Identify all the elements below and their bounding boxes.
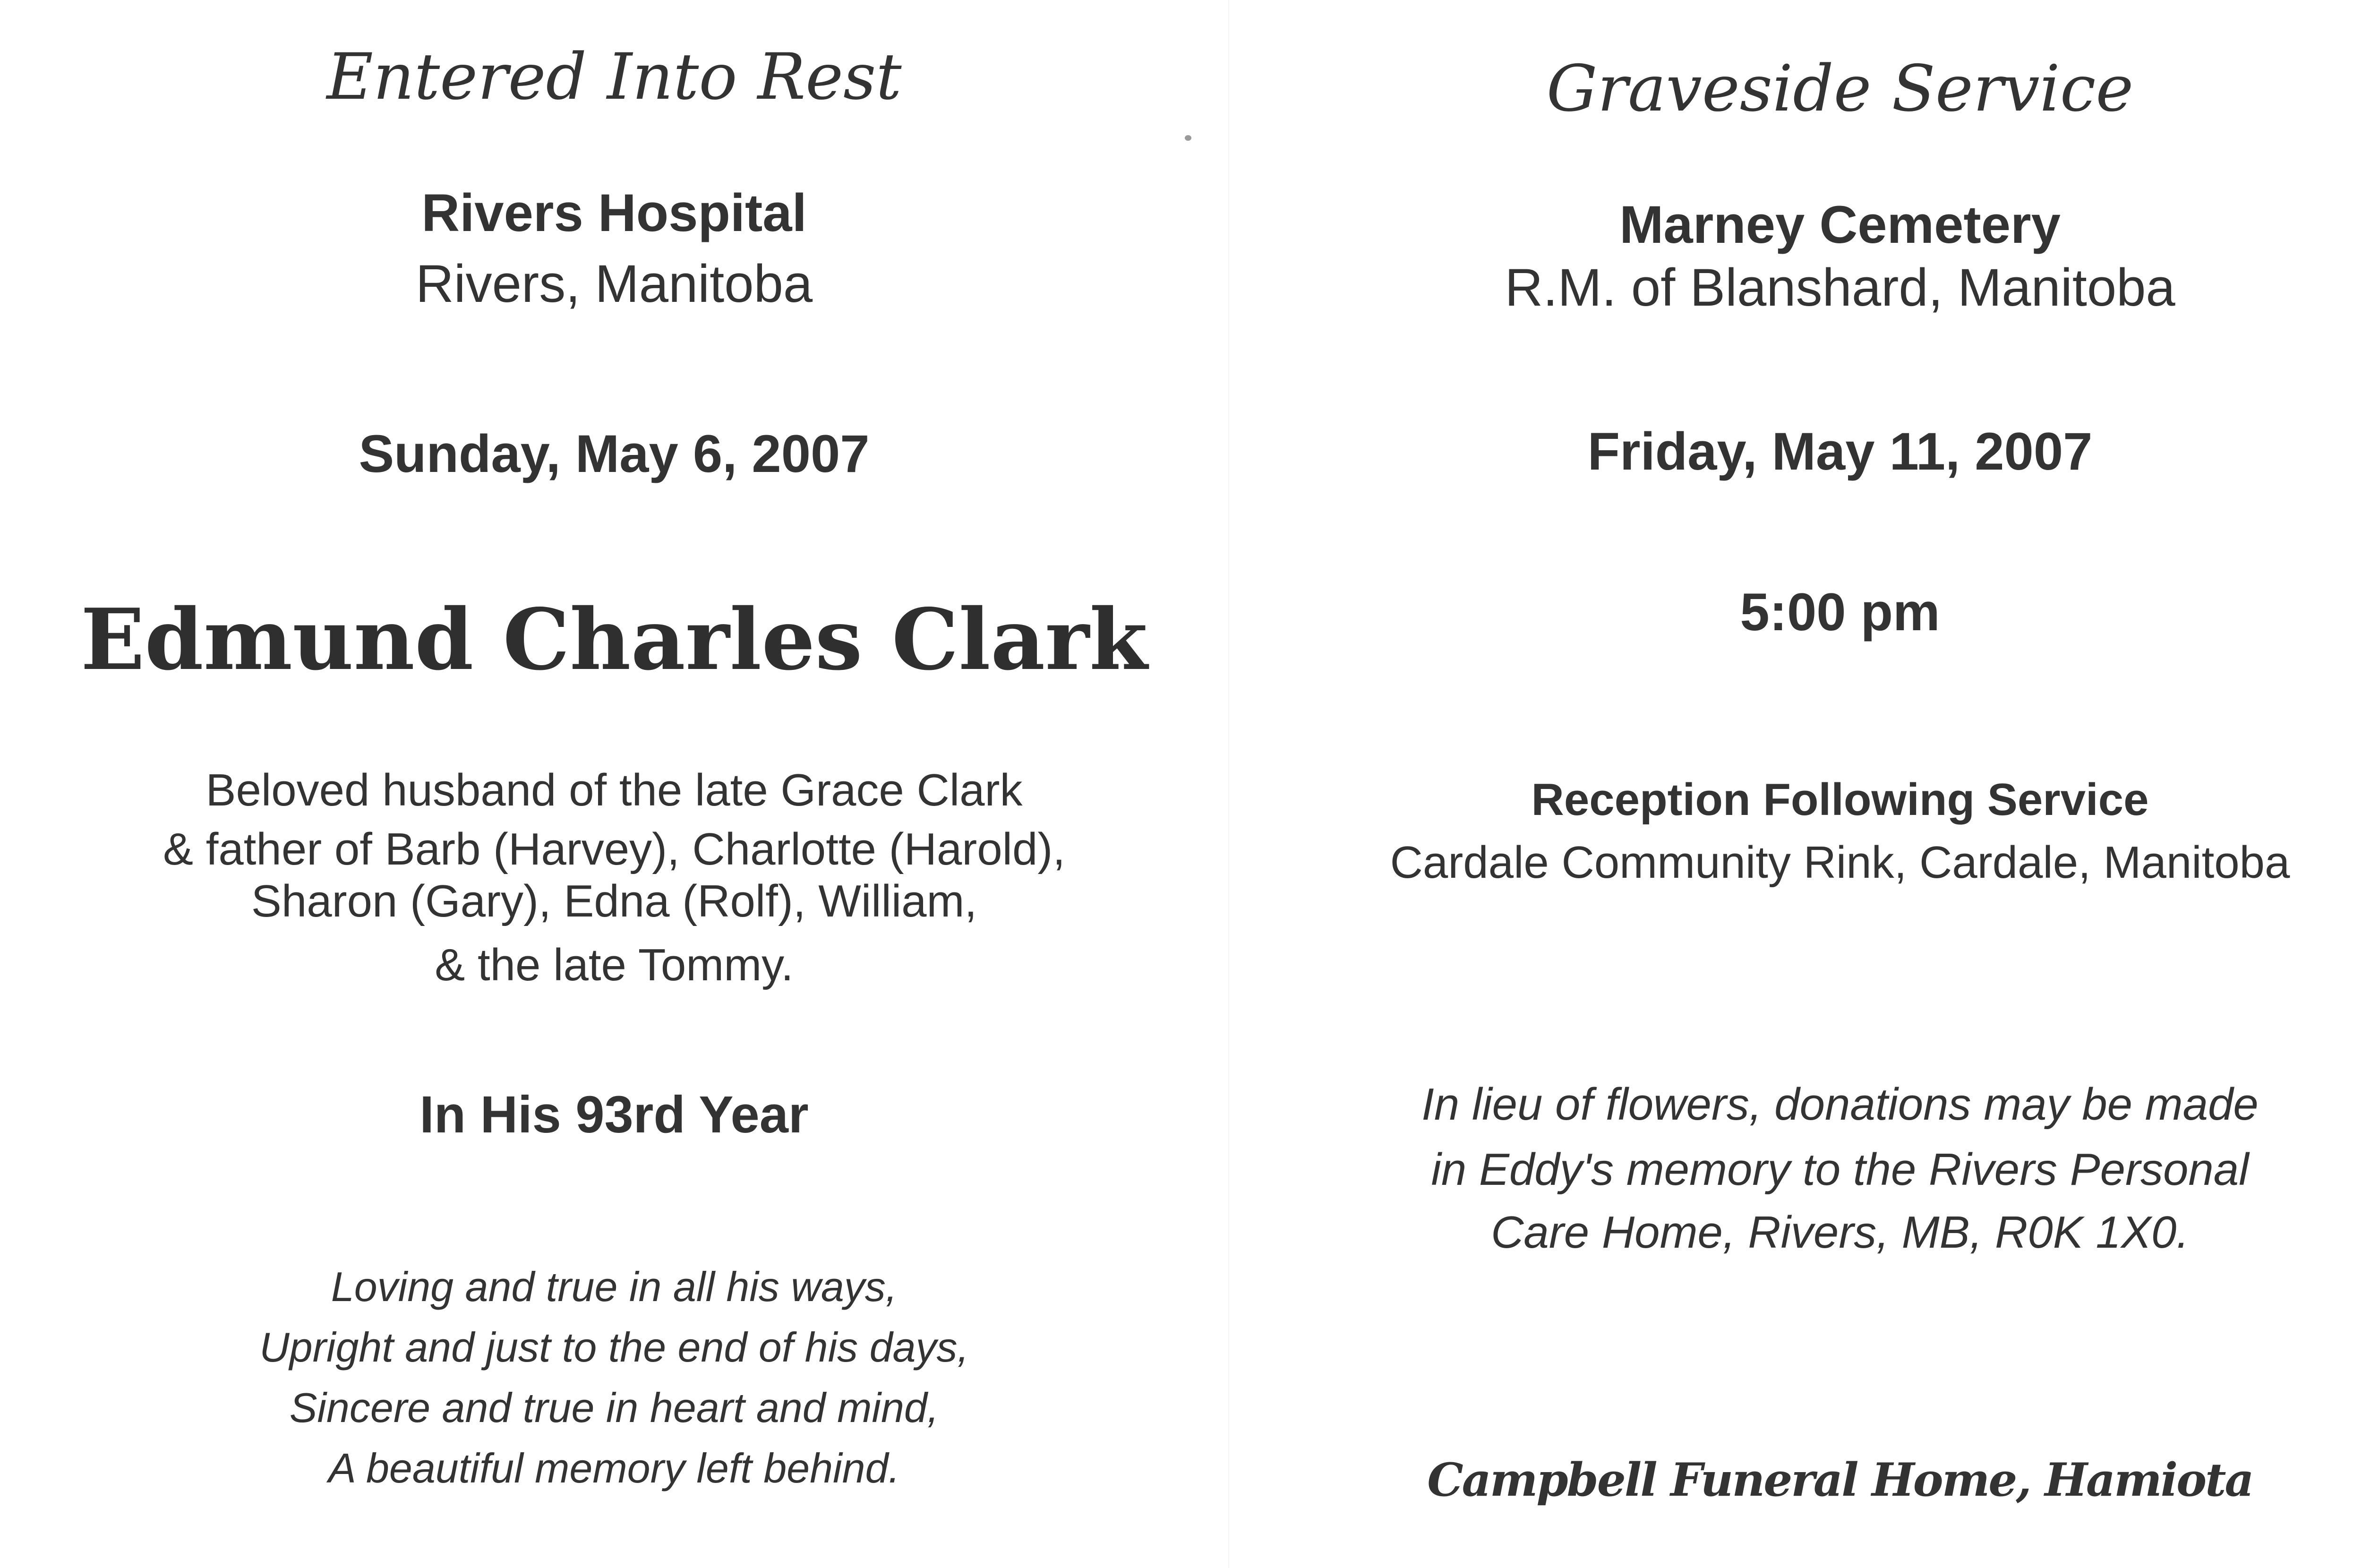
family-line: & the late Tommy.	[435, 940, 794, 990]
family-line: Beloved husband of the late Grace Clark	[205, 765, 1023, 815]
donation-line: Care Home, Rivers, MB, R0K 1X0.	[1491, 1207, 2189, 1258]
verse-line: A beautiful memory left behind.	[328, 1445, 900, 1491]
reception-location: Cardale Community Rink, Cardale, Manitoba	[1390, 837, 2290, 888]
death-place-name: Rivers Hospital	[421, 183, 807, 242]
verse-line: Sincere and true in heart and mind,	[289, 1384, 939, 1431]
verse-line: Upright and just to the end of his days,	[259, 1324, 969, 1371]
center-fold-line	[1228, 0, 1229, 1568]
verse-text	[259, 1263, 969, 1491]
donation-line: in Eddy's memory to the Rivers Personal	[1431, 1144, 2249, 1195]
family-line: Sharon (Gary), Edna (Rolf), William,	[251, 876, 977, 926]
reception-title: Reception Following Service	[1531, 774, 2149, 825]
age-text: In His 93rd Year	[419, 1086, 809, 1144]
cemetery-location: R.M. of Blanshard, Manitoba	[1505, 258, 2175, 317]
deceased-name: Edmund Charles Clark	[80, 590, 1148, 689]
scan-speck	[1185, 135, 1191, 141]
cemetery-name: Marney Cemetery	[1619, 195, 2061, 254]
family-text	[163, 765, 1066, 990]
funeral-home-name: Campbell Funeral Home, Hamiota	[1427, 1453, 2253, 1507]
family-line: & father of Barb (Harvey), Charlotte (Harold),	[163, 824, 1066, 874]
death-place-location: Rivers, Manitoba	[415, 254, 813, 313]
graveside-service-heading: Graveside Service	[1546, 51, 2134, 126]
verse-line: Loving and true in all his ways,	[331, 1263, 898, 1310]
death-date: Sunday, May 6, 2007	[359, 424, 870, 483]
donation-line: In lieu of flowers, donations may be made	[1421, 1079, 2259, 1130]
service-date: Friday, May 11, 2007	[1587, 422, 2093, 481]
donation-text	[1421, 1079, 2259, 1258]
entered-into-rest-heading: Entered Into Rest	[326, 40, 902, 114]
service-time: 5:00 pm	[1740, 583, 1940, 642]
